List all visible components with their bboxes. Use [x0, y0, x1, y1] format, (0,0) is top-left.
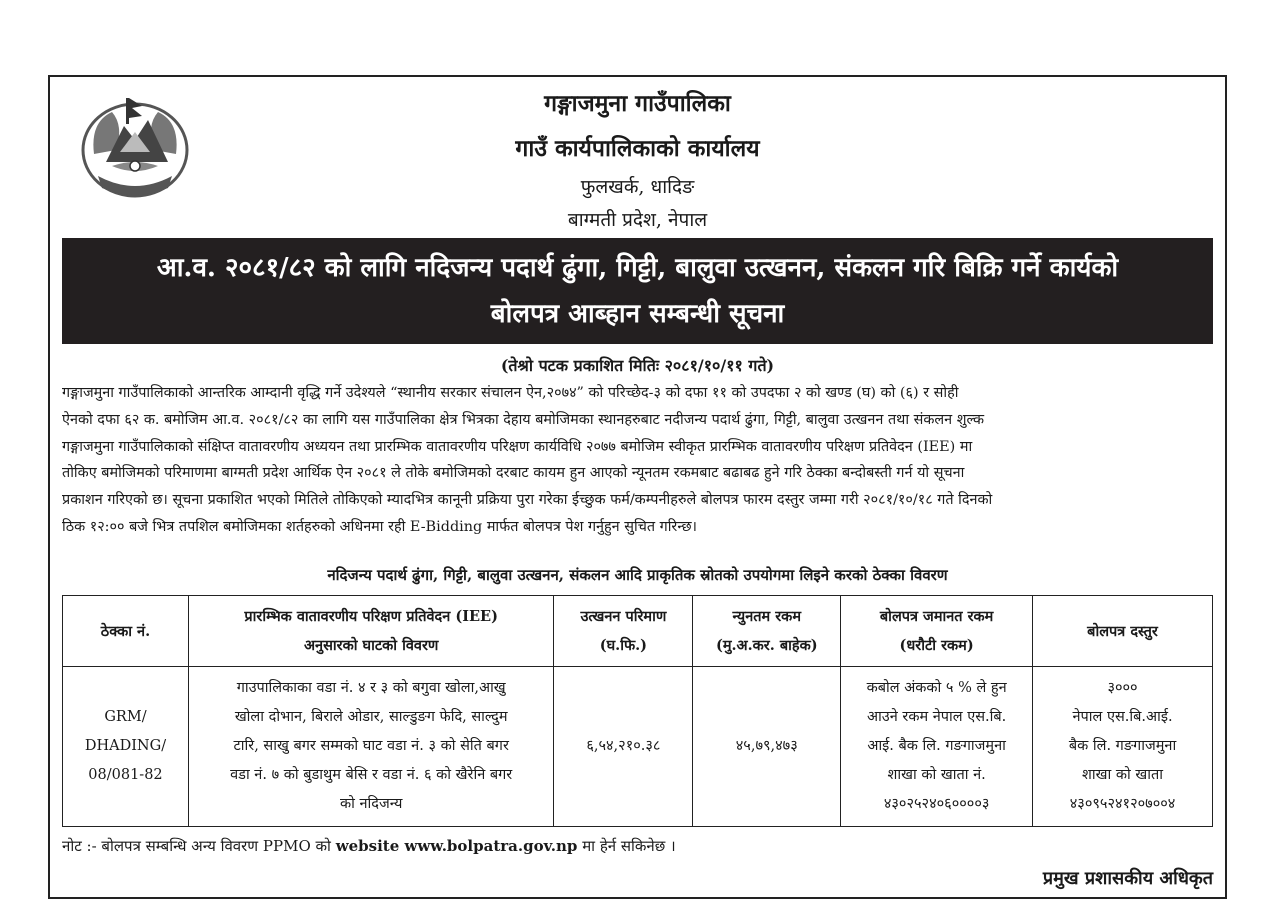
notice-body [62, 380, 1215, 541]
municipality-name: गङ्गाजमुना गाउँपालिका [544, 90, 731, 117]
header-bid-fee: बोलपत्र दस्तुर [1033, 596, 1213, 667]
cell-bid-security: कबोल अंकको ५ % ले हुन आउने रकम नेपाल एस.बि. आई. बैक लि. गङगाजमुना शाखा को खाता नं. ४३०२५२४०६००००३ [841, 667, 1033, 827]
body-line: प्रकाशन गरिएको छ। सूचना प्रकाशित भएको मितिले तोकिएको म्यादभित्र कानूनी प्रक्रिया पुरा गरेका ईच्छुक फर्म/कम्पनीहरुले बोलपत्र फारम दस्तुर जम्मा गरी २०८१/१०/१८ गते दिनको [62, 492, 993, 509]
header-minimum-amount: न्युनतम रकम (मु.अ.कर. बाहेक) [693, 596, 841, 667]
cell-minimum-amount: ४५,७९,४७३ [693, 667, 841, 827]
notice-title-banner [62, 238, 1213, 344]
cell-quantity: ६,५४,२१०.३८ [554, 667, 693, 827]
notice-title-line-1: आ.व. २०८१/८२ को लागि नदिजन्य पदार्थ ढुंगा, गिट्टी, बालुवा उत्खनन, संकलन गरि बिक्रि गर्ने कार्यको [156, 253, 1119, 283]
body-line: गङ्गाजमुना गाउँपालिकाको आन्तरिक आम्दानी वृद्धि गर्ने उदेश्यले “स्थानीय सरकार संचालन ऐन,२०७४” को परिच्छेद-३ को दफा ११ को उपदफा २ को खण्ड (घ) को (६) र सोही [62, 385, 959, 401]
body-line: ठिक १२:०० बजे भित्र तपशिल बमोजिमका शर्तहरुको अधिनमा रही E-Bidding मार्फत बोलपत्र पेश गर्नुहुन सुचित गरिन्छ। [62, 518, 697, 535]
province-country: बाग्मती प्रदेश, नेपाल [567, 209, 708, 231]
table-caption: नदिजन्य पदार्थ ढुंगा, गिट्टी, बालुवा उत्खनन, संकलन आदि प्राकृतिक स्रोतको उपयोगमा लिइने करको ठेक्का विवरण [327, 566, 948, 584]
cell-bid-fee: ३००० नेपाल एस.बि.आई. बैक लि. गङगाजमुना शाखा को खाता ४३०९५२४१२०७००४ [1033, 667, 1213, 827]
cell-ghat-details: गाउपालिकाका वडा नं. ४ र ३ को बगुवा खोला,आखु खोला दोभान, बिराले ओडार, साल्डुङग फेदि, साल्दुम टारि, साखु बगर सम्मको घाट वडा नं. ३ को सेति बगर वडा नं. ७ को बुडाथुम बेसि र वडा नं. ६ को खैरेनि बगर को नदिजन्य [188, 667, 554, 827]
body-line: ऐनको दफा ६२ क. बमोजिम आ.व. २०८१/८२ का लागि यस गाउँपालिका क्षेत्र भित्रका देहाय बमोजिमका स्थानहरुबाट नदीजन्य पदार्थ ढुंगा, गिट्टी, बालुवा उत्खनन तथा संकलन शुल्क [62, 411, 985, 428]
header-bid-security: बोलपत्र जमानत रकम (धरौटी रकम) [841, 596, 1033, 667]
body-line: गङ्गाजमुना गाउँपालिकाको संक्षिप्त वातावरणीय अध्ययन तथा प्रारम्भिक वातावरणीय परिक्षण कार्यविधि २०७७ बमोजिम स्वीकृत प्रारम्भिक वातावरणीय परिक्षण प्रतिवेदन (IEE) मा [62, 438, 973, 455]
table-header-row [63, 596, 1213, 667]
header-contract-no: ठेक्का नं. [63, 596, 189, 667]
office-location: फुलखर्क, धादिङ [580, 176, 695, 198]
publication-date: (तेश्रो पटक प्रकाशित मितिः २०८१/१०/११ गते) [500, 356, 775, 375]
cell-contract-no: GRM/ DHADING/ 08/081-82 [63, 667, 189, 827]
contract-table [62, 595, 1213, 827]
signatory-title: प्रमुख प्रशासकीय अधिकृत [1042, 868, 1213, 889]
footnote-suffix: मा हेर्न सकिनेछ । [577, 837, 676, 855]
table-row [63, 667, 1213, 827]
header-ghat-details: प्रारम्भिक वातावरणीय परिक्षण प्रतिवेदन (IEE) अनुसारको घाटको विवरण [188, 596, 554, 667]
footnote [62, 836, 676, 856]
header-quantity: उत्खनन परिमाण (घ.फि.) [554, 596, 693, 667]
office-name: गाउँ कार्यपालिकाको कार्यालय [515, 135, 760, 162]
body-line: तोकिए बमोजिमको परिमाणमा बाग्मती प्रदेश आर्थिक ऐन २०८१ ले तोके बमोजिमको दरबाट कायम हुन आएको न्यूनतम रकमबाट बढाबढ हुने गरि ठेक्का बन्दोबस्ती गर्न यो सूचना [62, 465, 965, 482]
website-link[interactable]: website www.bolpatra.gov.np [335, 837, 578, 855]
notice-title-line-2: बोलपत्र आब्हान सम्बन्धी सूचना [490, 299, 785, 329]
footnote-prefix: नोट :- बोलपत्र सम्बन्धि अन्य विवरण PPMO को [62, 837, 336, 855]
